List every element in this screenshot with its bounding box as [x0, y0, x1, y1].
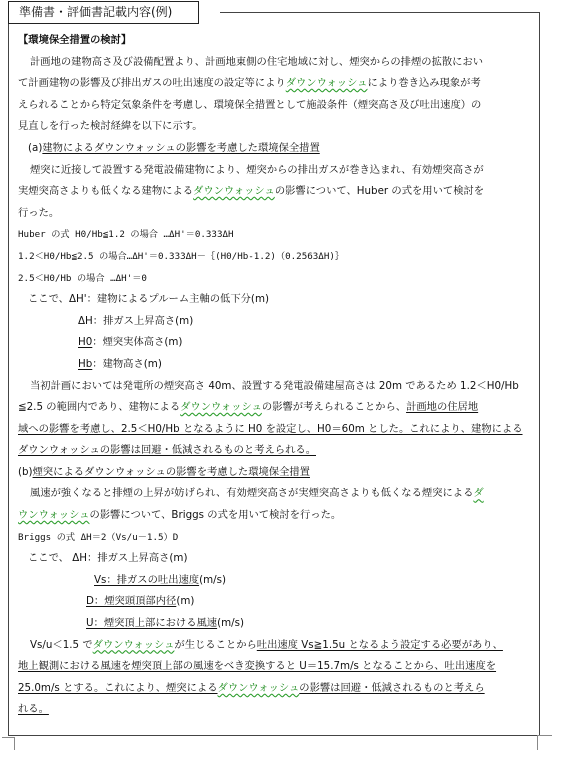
text-segment: れる。: [18, 703, 49, 716]
text-segment: 建物によるダウンウォッシュの影響を考慮した環境保全措置: [42, 141, 320, 154]
text-line: [18, 678, 530, 700]
text-segment: ：煙突実体高さ(m): [92, 336, 183, 349]
text-line: [18, 483, 530, 505]
spellcheck-term: ダウンウォッシュ: [180, 401, 262, 414]
text-segment: 吐出速度 Vs≧1.5u となるよう設定する必要があり、: [256, 638, 503, 651]
text-line: [18, 440, 530, 462]
text-segment: ≦2.5 の範囲内であり、建物による: [18, 401, 181, 414]
text-segment: 見直しを行った検討経緯を以下に示す。: [18, 120, 203, 133]
text-line: [18, 354, 530, 376]
text-segment: の影響について、Briggs の式を用いて検討を行った。: [89, 509, 342, 522]
text-segment: D：煙突頭頂部内径: [86, 595, 177, 608]
text-line: [18, 376, 530, 398]
text-line: [18, 203, 530, 225]
text-line: [18, 268, 530, 290]
text-line: [18, 116, 530, 138]
text-segment: 煙突に近接して設置する発電設備建物により、煙突からの排出ガスが巻き込まれ、有効煙突高さが: [30, 163, 484, 176]
text-line: [18, 699, 530, 721]
text-line: [18, 397, 530, 419]
text-line: [18, 160, 530, 182]
text-segment: ここで、ΔH'：建物によるプルーム主軸の低下分(m): [28, 293, 270, 306]
text-segment: 当初計画においては発電所の煙突高さ 40m、設置する発電設備建屋高さは 20m であるため 1.2＜H0/Hb: [30, 379, 519, 392]
text-line: [18, 30, 530, 52]
text-segment: 実煙突高さよりも低くなる建物による: [18, 185, 194, 198]
text-segment: 煙突によるダウンウォッシュの影響を考慮した環境保全措置: [32, 465, 310, 478]
text-segment: ΔH：排ガス上昇高さ(m): [78, 314, 194, 327]
crop-mark-bottom-left: [2, 737, 15, 750]
text-segment: (m/s): [217, 617, 245, 630]
text-segment: の影響は回避・低減されるものと考えら: [299, 681, 485, 694]
text-line: [18, 570, 530, 592]
text-segment: U：煙突頂上部における風速: [86, 617, 218, 630]
text-segment: Huber の式 H0/Hb≦1.2 の場合 …ΔH'＝0.333ΔH: [18, 229, 234, 241]
text-line: [18, 548, 530, 570]
text-line: [18, 95, 530, 117]
text-segment: Vs：排ガスの吐出速度: [94, 573, 200, 586]
text-line: [18, 527, 530, 549]
text-line: [18, 246, 530, 268]
text-segment: ダウンウォッシュの影響は回避・低減されるものと考えられる。: [18, 444, 316, 457]
text-line: [18, 656, 530, 678]
text-segment: H0: [78, 336, 93, 349]
text-line: [18, 224, 530, 246]
text-line: [18, 52, 530, 74]
text-segment: の影響について、Huber の式を用いて検討を: [274, 185, 485, 198]
text-segment: が生じることから: [174, 638, 257, 651]
spellcheck-term: ダ: [473, 487, 484, 500]
text-segment: 2.5＜H0/Hb の場合 …ΔH'＝0: [18, 272, 147, 284]
text-line: [18, 311, 530, 333]
spellcheck-term: ダウンウォッシュ: [285, 77, 368, 90]
text-segment: て計画建物の影響及び排出ガスの吐出速度の設定等により: [18, 77, 286, 90]
text-line: [18, 181, 530, 203]
text-line: [18, 613, 530, 635]
text-segment: (m/s): [199, 573, 226, 586]
text-segment: (a): [28, 141, 43, 154]
text-line: [18, 462, 530, 484]
spellcheck-term: ダウンウォッシュ: [92, 638, 175, 651]
text-segment: (b): [18, 465, 33, 478]
text-line: [18, 332, 530, 354]
document-body: [18, 30, 530, 721]
text-line: [18, 73, 530, 95]
text-segment: ここで、 ΔH：排ガス上昇高さ(m): [28, 552, 188, 565]
text-segment: 地上観測における風速を煙突頂上部の風速をべき変換すると U＝15.7m/s となることから、吐出速度を: [18, 660, 497, 673]
crop-mark-bottom-right: [537, 735, 552, 750]
text-segment: (m): [176, 595, 195, 608]
text-segment: ：建物高さ(m): [92, 357, 162, 370]
text-segment: 行った。: [18, 206, 60, 219]
text-segment: 1.2＜H0/Hb≦2.5 の場合…ΔH'＝0.333ΔH－｛(H0/Hb-1.2)（0.2563ΔH)｝: [18, 250, 345, 262]
spellcheck-term: ウンウォッシュ: [18, 509, 90, 522]
text-segment: により巻き込み現象が考: [367, 77, 481, 90]
text-line: [18, 591, 530, 613]
top-rule: [220, 12, 540, 13]
text-segment: Hb: [78, 357, 93, 370]
text-line: [18, 289, 530, 311]
text-line: [18, 635, 530, 657]
text-line: [18, 419, 530, 441]
text-segment: の影響が考えられることから、: [261, 401, 407, 414]
text-segment: えられることから特定気象条件を考慮し、環境保全措置として施設条件（煙突高さ及び吐出速度）の: [18, 98, 482, 111]
text-segment: 風速が強くなると排煙の上昇が妨げられ、有効煙突高さが実煙突高さよりも低くなる煙突による: [30, 487, 474, 500]
text-segment: Vs/u＜1.5 で: [30, 638, 93, 651]
text-segment: 域への影響を考慮し、2.5＜H0/Hb となるように H0 を設定し、H0＝60m とした。これにより、建物による: [18, 422, 523, 435]
spellcheck-term: ダウンウォッシュ: [217, 681, 300, 694]
text-segment: 計画地の建物高さ及び設備配置より、計画地東側の住宅地域に対し、煙突からの排煙の拡散におい: [30, 55, 484, 68]
text-line: [18, 505, 530, 527]
text-segment: Briggs の式 ΔH＝2（Vs/u－1.5）D: [18, 531, 179, 543]
document-title: 準備書・評価書記載内容(例): [8, 1, 199, 24]
text-segment: 計画地の住居地: [406, 401, 479, 414]
spellcheck-term: ダウンウォッシュ: [193, 185, 275, 198]
text-segment: 【環境保全措置の検討】: [18, 34, 132, 46]
text-segment: 25.0m/s とする。これにより、煙突による: [18, 681, 218, 694]
text-line: [18, 138, 530, 160]
